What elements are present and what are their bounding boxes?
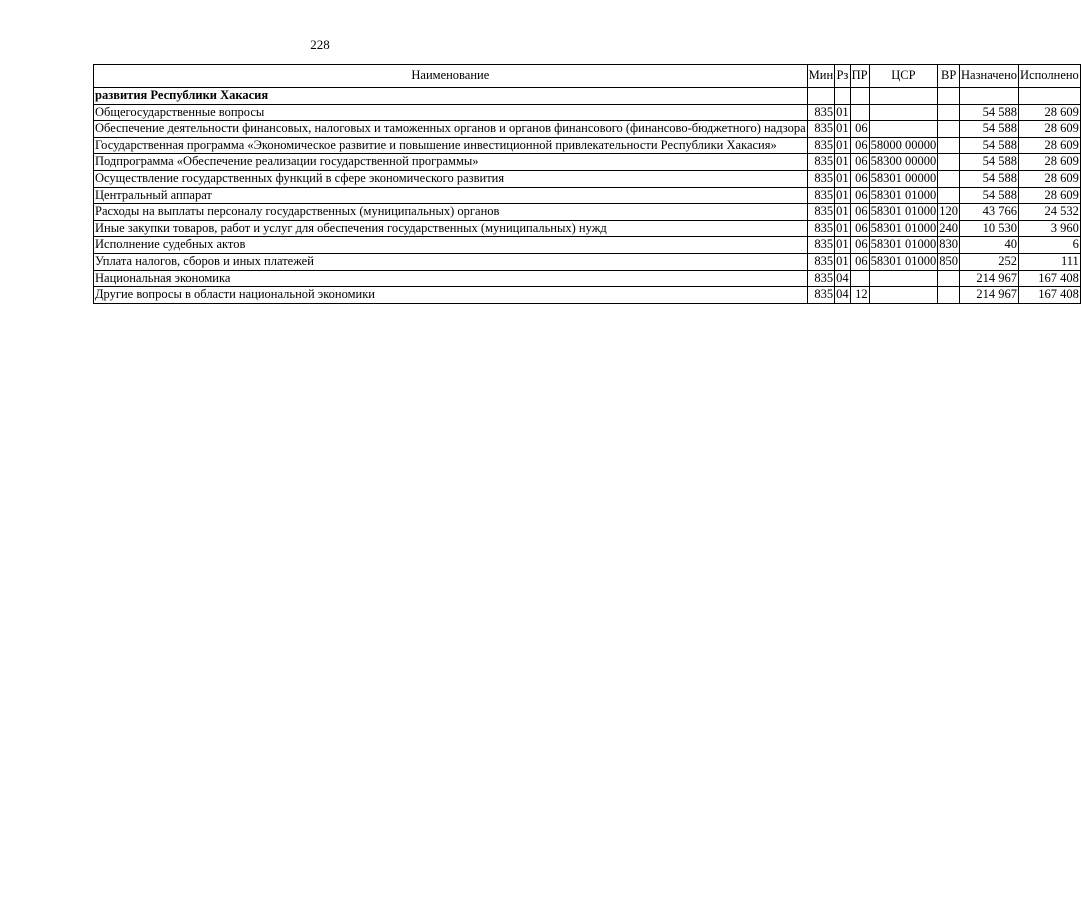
cell-min: 835 [807, 170, 835, 187]
cell-executed: 6 [1019, 237, 1081, 254]
cell-csr: 58301 01000 [869, 220, 938, 237]
header-name: Наименование [94, 65, 808, 88]
cell-pr [850, 104, 869, 121]
cell-executed: 28 609 [1019, 137, 1081, 154]
cell-csr: 58000 00000 [869, 137, 938, 154]
table-row [94, 170, 1081, 187]
cell-assigned: 43 766 [960, 204, 1019, 221]
table-row [94, 253, 1081, 270]
cell-csr: 58301 01000 [869, 253, 938, 270]
cell-rz: 01 [835, 220, 851, 237]
cell-assigned: 54 588 [960, 170, 1019, 187]
cell-csr [869, 121, 938, 138]
cell-rz: 01 [835, 253, 851, 270]
cell-name: Расходы на выплаты персоналу государственных (муниципальных) органов [94, 204, 808, 221]
cell-name: Общегосударственные вопросы [94, 104, 808, 121]
cell-vr [938, 287, 960, 304]
cell-name: развития Республики Хакасия [94, 88, 808, 105]
cell-min: 835 [807, 137, 835, 154]
table-body [94, 88, 1081, 304]
cell-vr: 830 [938, 237, 960, 254]
table-row [94, 137, 1081, 154]
cell-min [807, 88, 835, 105]
cell-executed: 3 960 [1019, 220, 1081, 237]
cell-assigned [960, 88, 1019, 105]
cell-min: 835 [807, 237, 835, 254]
cell-rz: 04 [835, 270, 851, 287]
cell-executed: 28 609 [1019, 170, 1081, 187]
cell-csr [869, 287, 938, 304]
cell-name: Другие вопросы в области национальной экономики [94, 287, 808, 304]
header-rz: Рз [835, 65, 851, 88]
cell-executed: 28 609 [1019, 187, 1081, 204]
cell-executed: 167 408 [1019, 270, 1081, 287]
cell-executed: 24 532 [1019, 204, 1081, 221]
cell-name: Подпрограмма «Обеспечение реализации государственной программы» [94, 154, 808, 171]
cell-vr [938, 187, 960, 204]
cell-rz: 04 [835, 287, 851, 304]
cell-vr [938, 137, 960, 154]
table-row [94, 104, 1081, 121]
table-row [94, 154, 1081, 171]
cell-min: 835 [807, 187, 835, 204]
page-number: 228 [310, 37, 330, 52]
cell-vr: 120 [938, 204, 960, 221]
cell-assigned: 252 [960, 253, 1019, 270]
table-row [94, 121, 1081, 138]
cell-csr: 58300 00000 [869, 154, 938, 171]
cell-min: 835 [807, 253, 835, 270]
cell-csr: 58301 01000 [869, 237, 938, 254]
cell-assigned: 54 588 [960, 187, 1019, 204]
header-vr: ВР [938, 65, 960, 88]
cell-vr [938, 170, 960, 187]
cell-pr [850, 88, 869, 105]
cell-name: Иные закупки товаров, работ и услуг для обеспечения государственных (муниципальных) нужд [94, 220, 808, 237]
table-row [94, 204, 1081, 221]
header-csr: ЦСР [869, 65, 938, 88]
cell-executed: 28 609 [1019, 104, 1081, 121]
cell-name: Уплата налогов, сборов и иных платежей [94, 253, 808, 270]
table-row [94, 88, 1081, 105]
cell-min: 835 [807, 154, 835, 171]
cell-assigned: 214 967 [960, 287, 1019, 304]
cell-executed: 167 408 [1019, 287, 1081, 304]
cell-assigned: 214 967 [960, 270, 1019, 287]
cell-min: 835 [807, 204, 835, 221]
cell-vr [938, 104, 960, 121]
cell-rz: 01 [835, 104, 851, 121]
cell-pr: 06 [850, 204, 869, 221]
cell-vr [938, 154, 960, 171]
header-assigned: Назначено [960, 65, 1019, 88]
cell-pr: 06 [850, 237, 869, 254]
cell-pr: 06 [850, 220, 869, 237]
cell-name: Обеспечение деятельности финансовых, налоговых и таможенных органов и органов финансового (финансово-бюджетного) надзора [94, 121, 808, 138]
cell-vr: 240 [938, 220, 960, 237]
cell-executed: 28 609 [1019, 121, 1081, 138]
table-header-row [94, 65, 1081, 88]
cell-min: 835 [807, 270, 835, 287]
cell-pr: 06 [850, 187, 869, 204]
cell-pr: 06 [850, 170, 869, 187]
cell-name: Национальная экономика [94, 270, 808, 287]
cell-executed [1019, 88, 1081, 105]
table-row [94, 187, 1081, 204]
cell-rz: 01 [835, 204, 851, 221]
cell-assigned: 54 588 [960, 104, 1019, 121]
cell-vr [938, 88, 960, 105]
header-pr: ПР [850, 65, 869, 88]
cell-rz: 01 [835, 237, 851, 254]
table-row [94, 237, 1081, 254]
cell-assigned: 54 588 [960, 121, 1019, 138]
cell-name: Государственная программа «Экономическое развитие и повышение инвестиционной привлекательности Республики Хакасия» [94, 137, 808, 154]
cell-rz: 01 [835, 170, 851, 187]
cell-pr: 06 [850, 253, 869, 270]
cell-rz: 01 [835, 137, 851, 154]
cell-min: 835 [807, 104, 835, 121]
cell-assigned: 10 530 [960, 220, 1019, 237]
cell-vr [938, 121, 960, 138]
cell-vr [938, 270, 960, 287]
cell-pr: 06 [850, 137, 869, 154]
cell-assigned: 54 588 [960, 137, 1019, 154]
cell-name: Центральный аппарат [94, 187, 808, 204]
cell-rz [835, 88, 851, 105]
cell-min: 835 [807, 287, 835, 304]
cell-pr: 12 [850, 287, 869, 304]
table-row [94, 287, 1081, 304]
cell-vr: 850 [938, 253, 960, 270]
cell-name: Осуществление государственных функций в сфере экономического развития [94, 170, 808, 187]
cell-name: Исполнение судебных актов [94, 237, 808, 254]
cell-min: 835 [807, 220, 835, 237]
header-executed: Исполнено [1019, 65, 1081, 88]
cell-csr [869, 88, 938, 105]
cell-executed: 28 609 [1019, 154, 1081, 171]
cell-csr: 58301 01000 [869, 187, 938, 204]
cell-pr: 06 [850, 121, 869, 138]
cell-min: 835 [807, 121, 835, 138]
cell-csr [869, 104, 938, 121]
cell-executed: 111 [1019, 253, 1081, 270]
table-row [94, 220, 1081, 237]
cell-assigned: 54 588 [960, 154, 1019, 171]
cell-csr [869, 270, 938, 287]
budget-table [93, 64, 1081, 304]
header-min: Мин [807, 65, 835, 88]
cell-csr: 58301 01000 [869, 204, 938, 221]
cell-pr: 06 [850, 154, 869, 171]
cell-rz: 01 [835, 154, 851, 171]
cell-pr [850, 270, 869, 287]
cell-csr: 58301 00000 [869, 170, 938, 187]
cell-rz: 01 [835, 121, 851, 138]
cell-rz: 01 [835, 187, 851, 204]
cell-assigned: 40 [960, 237, 1019, 254]
table-row [94, 270, 1081, 287]
